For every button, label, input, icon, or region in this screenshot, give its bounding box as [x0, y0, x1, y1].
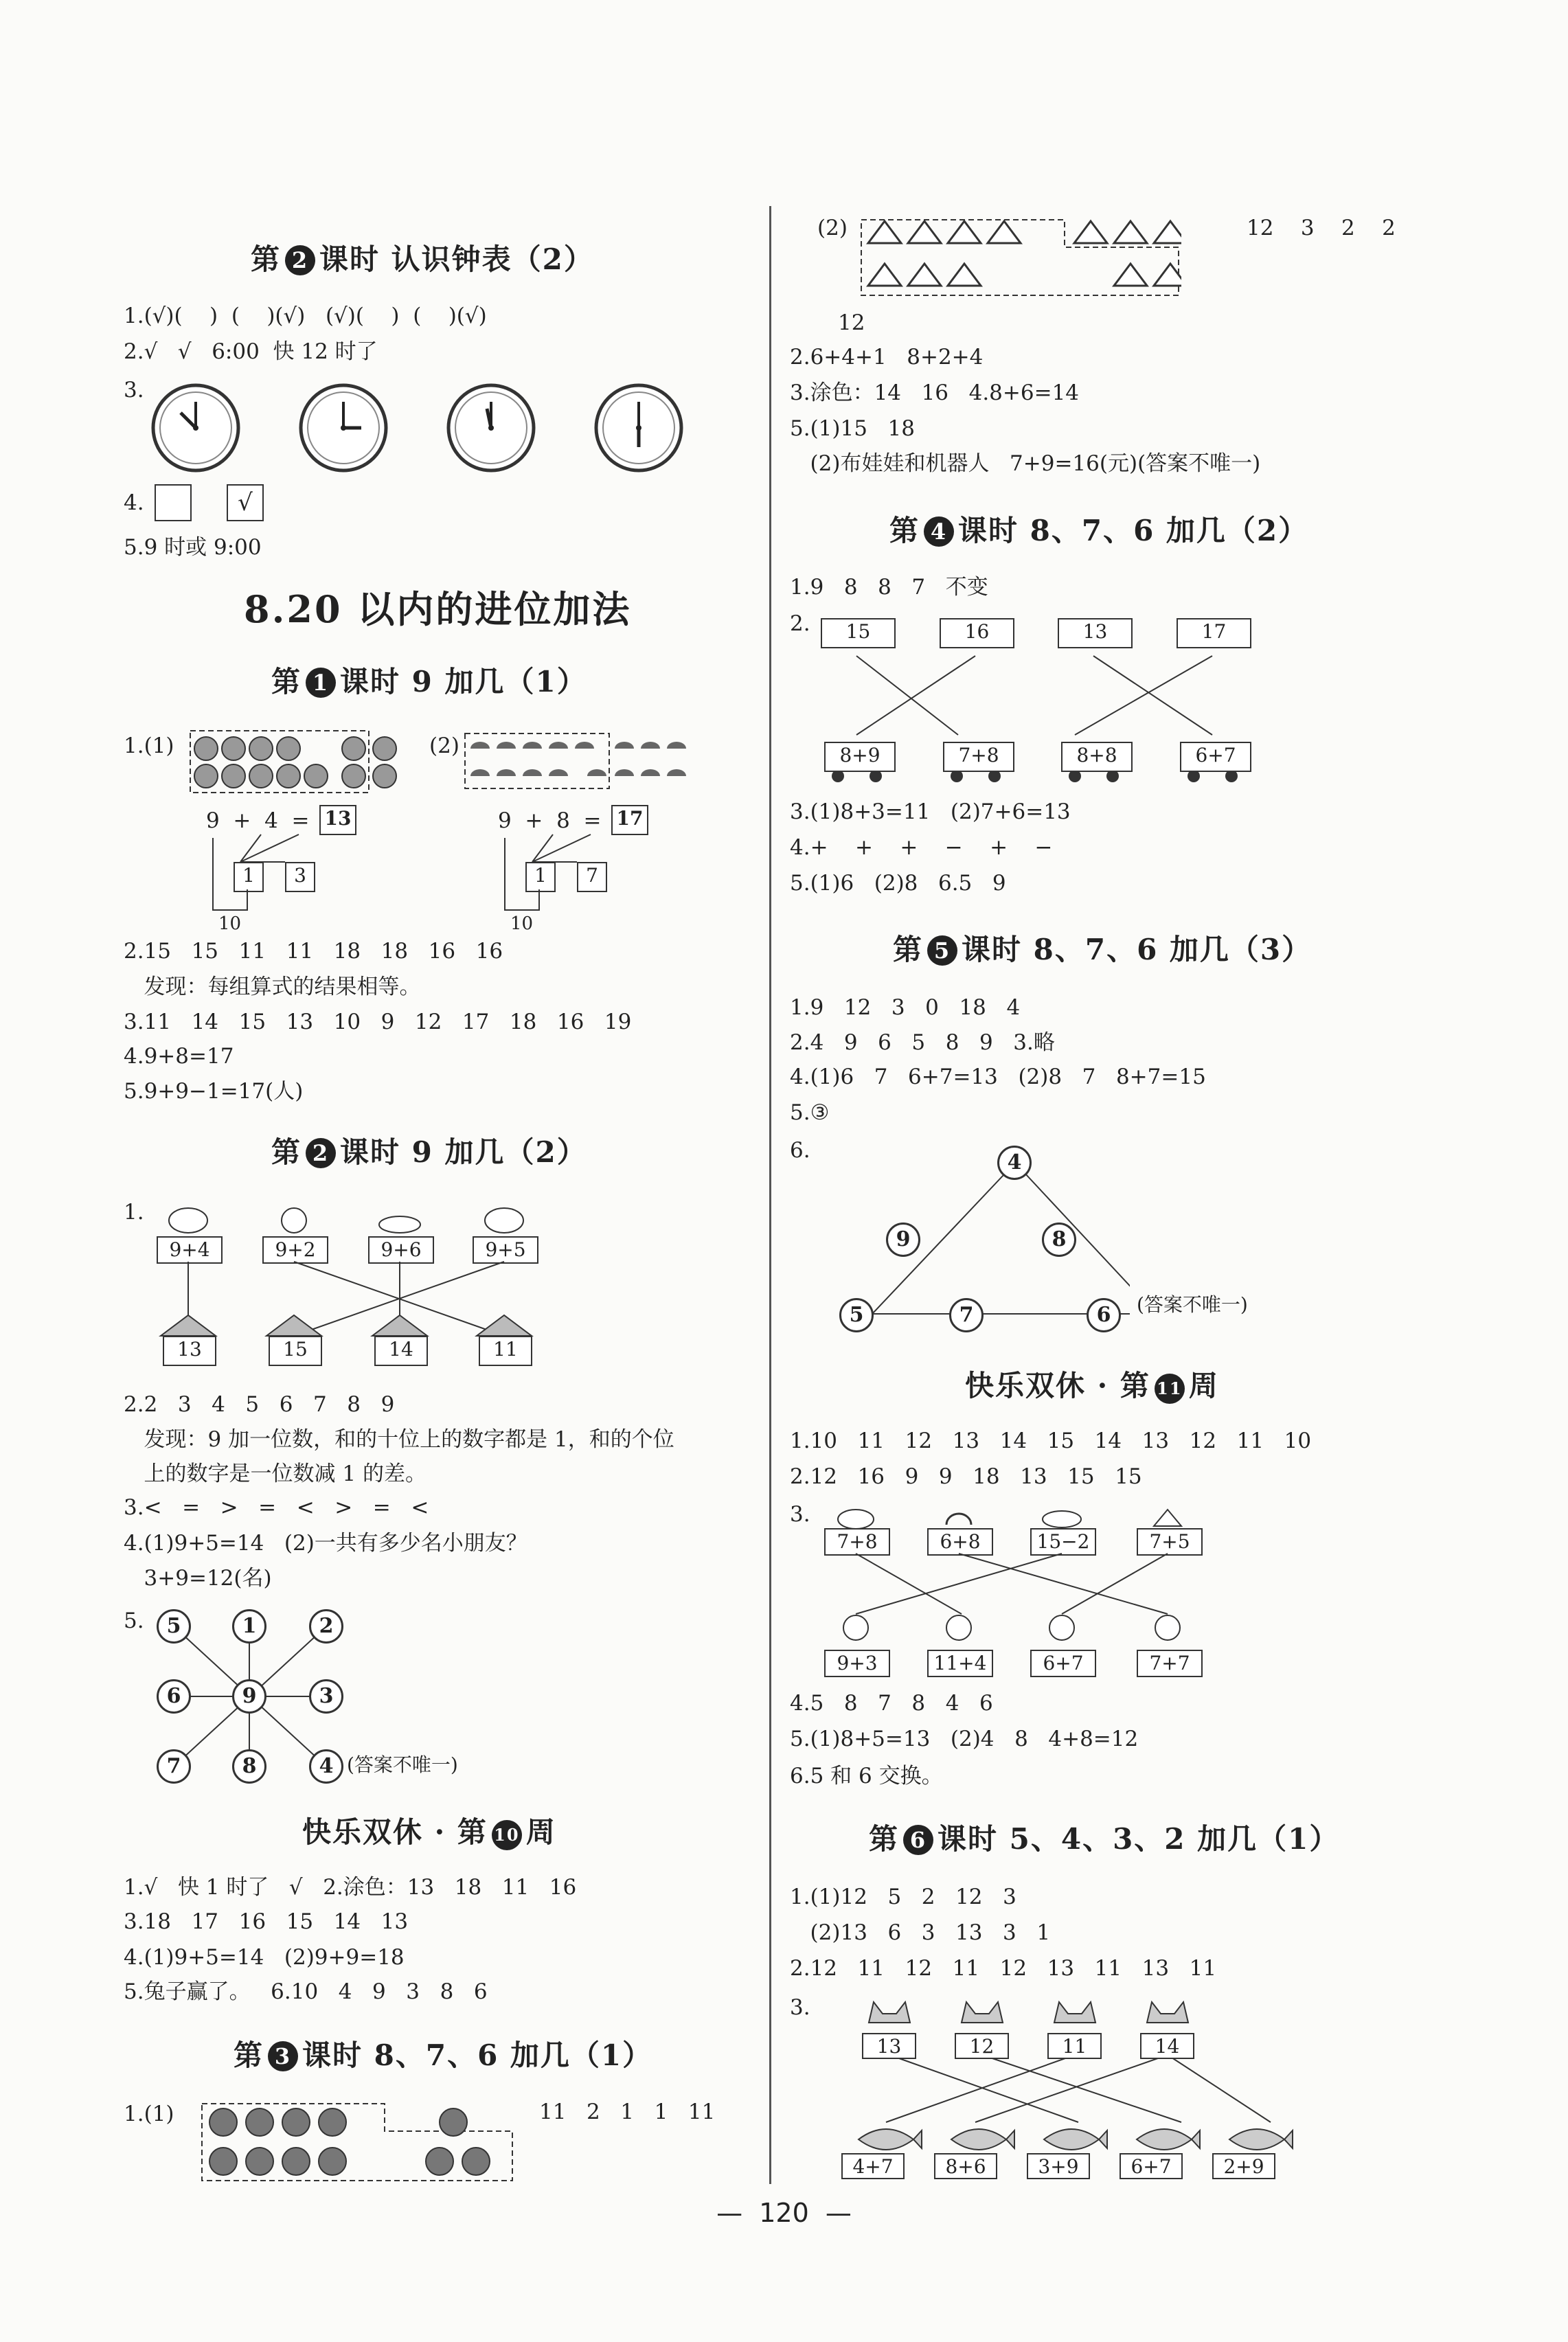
answer-line: 5.③	[790, 1100, 830, 1125]
heading-title: 课时 9 加几（1）	[340, 665, 587, 698]
answer-line: 2.6+4+1 8+2+4	[790, 345, 984, 370]
number-circle: 4	[997, 1146, 1032, 1180]
answer-line: 4.9+8=17	[124, 1044, 234, 1069]
heading-title: 周	[1188, 1369, 1219, 1402]
ten-label: 10	[218, 913, 242, 934]
answer-line: 6.	[790, 1138, 810, 1163]
animal-card: 9+5	[473, 1236, 538, 1264]
answer-line: 发现：9 加一位数，和的十位上的数字都是 1，和的个位	[124, 1427, 674, 1452]
column-divider	[769, 206, 771, 2184]
lesson-number-badge: 6	[903, 1825, 933, 1855]
number-circle: 7	[157, 1749, 191, 1784]
answer-line: 2.√ √ 6:00 快 12 时了	[124, 339, 378, 364]
answer-line: 1.9 12 3 0 18 4	[790, 995, 1021, 1020]
mushroom-picture	[464, 728, 690, 797]
split-box: 1	[525, 862, 556, 892]
matching-lines	[824, 1504, 1209, 1662]
number-circle: 8	[232, 1749, 266, 1784]
clock-icon	[596, 385, 681, 470]
answer-line: 5.	[124, 1608, 144, 1633]
cart-card: 8+8	[1061, 742, 1133, 772]
answer-line: 2.12 11 12 11 12 13 11 13 11	[790, 1956, 1217, 1981]
table-card: 16	[940, 618, 1014, 648]
equation: 9 + 4 =	[206, 808, 310, 833]
number-circle: 5	[157, 1609, 191, 1644]
heading-prefix: 第	[893, 933, 924, 966]
cat-card: 12	[955, 2033, 1009, 2059]
lesson-number-badge: 4	[924, 516, 954, 547]
answer-line: 6.5 和 6 交换。	[790, 1764, 943, 1788]
answer-line: 1.(1)	[124, 734, 174, 758]
animal-card: 9+2	[262, 1236, 328, 1264]
split-lines	[206, 831, 330, 920]
triangle-picture	[859, 214, 1181, 304]
answer-line: 4.(1)9+5=14 (2)9+9=18	[124, 1945, 405, 1970]
note: (答案不唯一)	[347, 1753, 458, 1776]
heading-title: 课时 8、7、6 加几（2）	[958, 514, 1309, 547]
lesson-number-badge: 1	[306, 668, 336, 698]
split-box: 7	[577, 862, 607, 892]
ten-label: 10	[510, 913, 534, 934]
answer-line: (2)	[817, 216, 848, 240]
answer-line: (2)布娃娃和机器人 7+9=16(元)(答案不唯一)	[790, 451, 1261, 476]
answer-numbers: 11 2 1 1 11	[539, 2100, 716, 2124]
note: (答案不唯一)	[1137, 1293, 1248, 1316]
heading-prefix: 快乐双休 · 第	[965, 1369, 1150, 1402]
split-box: 1	[234, 862, 264, 892]
answer-line: 3.< = > = < > = <	[124, 1495, 429, 1520]
answer-line: 1.(1)	[124, 2102, 174, 2126]
answer-line: 1.9 8 8 7 不变	[790, 575, 988, 600]
table-card: 17	[1177, 618, 1251, 648]
answer-line: 2.2 3 4 5 6 7 8 9	[124, 1392, 395, 1417]
cart-card: 7+8	[943, 742, 1014, 772]
house-card: 14	[374, 1336, 428, 1366]
answer-line: 3.	[790, 1502, 810, 1527]
answer-line: 5.兔子赢了。 6.10 4 9 3 8 6	[124, 1979, 488, 2004]
house-card: 15	[269, 1336, 322, 1366]
answer-line: 5.(1)6 (2)8 6.5 9	[790, 871, 1006, 896]
fish-card: 3+9	[1027, 2153, 1090, 2179]
animal-card: 9+6	[368, 1236, 434, 1264]
split-box: 3	[285, 862, 315, 892]
lesson-number-badge: 5	[927, 935, 957, 966]
heading-title: 课时 9 加几（2）	[340, 1135, 587, 1169]
section-heading-9a2	[271, 1130, 587, 1171]
child-card: 11+4	[927, 1650, 993, 1677]
answer-box: √	[227, 484, 264, 521]
answer-line: 3.(1)8+3=11 (2)7+6=13	[790, 799, 1071, 824]
answer-line: 5.(1)15 18	[790, 416, 915, 441]
answer-line: 3.11 14 15 13 10 9 12 17 18 16 19	[124, 1010, 632, 1034]
clock-icon	[448, 385, 534, 470]
heading-title: 课时 8、7、6 加几（3）	[962, 933, 1313, 966]
child-card: 7+7	[1137, 1650, 1203, 1677]
cat-card: 13	[862, 2033, 916, 2059]
answer-line: 1.10 11 12 13 14 15 14 13 12 11 10	[790, 1429, 1312, 1453]
answer-line: (2)	[429, 734, 459, 758]
number-circle: 1	[232, 1609, 266, 1644]
house-card: 13	[163, 1336, 216, 1366]
apple-picture	[199, 2098, 515, 2187]
answer-line: 5.(1)8+5=13 (2)4 8 4+8=12	[790, 1727, 1139, 1751]
answer-line: 3.18 17 16 15 14 13	[124, 1909, 409, 1934]
table-card: 15	[821, 618, 896, 648]
page-number	[0, 2198, 1568, 2228]
answer-line: 上的数字是一位数减 1 的差。	[124, 1462, 427, 1486]
split-lines	[498, 831, 622, 920]
answer-line: 5.9+9−1=17(人)	[124, 1079, 304, 1104]
page-dash-left: —	[716, 2198, 760, 2228]
answer-line: 3.	[124, 378, 144, 402]
heading-title: 课时 5、4、3、2 加几（1）	[938, 1822, 1340, 1856]
section-heading-5432	[869, 1817, 1339, 1858]
clock-icon	[301, 385, 386, 470]
lesson-number-badge: 2	[285, 245, 315, 275]
cat-card: 11	[1047, 2033, 1102, 2059]
hat-card: 7+8	[824, 1528, 890, 1556]
answer-line: 1.	[124, 1200, 144, 1225]
page-dash-right: —	[808, 2198, 852, 2228]
number-circle: 8	[1042, 1223, 1076, 1257]
answer-line: 3.	[790, 1995, 810, 2020]
hat-card: 15−2	[1030, 1528, 1096, 1556]
heading-prefix: 第	[251, 242, 282, 276]
unit-title: 8.20 以内的进位加法	[244, 587, 632, 631]
answer-line: 2.	[790, 611, 810, 636]
answer-line: 2.4 9 6 5 8 9 3.略	[790, 1030, 1055, 1055]
answer-line: 4.(1)9+5=14 (2)一共有多少名小朋友？	[124, 1531, 527, 1556]
cart-card: 8+9	[824, 742, 896, 772]
week-number-badge: 10	[492, 1820, 522, 1850]
answer-numbers: 12	[838, 310, 865, 335]
section-heading-876a1	[234, 2033, 652, 2074]
number-circle: 6	[1087, 1298, 1121, 1332]
cart-card: 6+7	[1180, 742, 1251, 772]
heading-prefix: 第	[869, 1822, 900, 1856]
heading-title: 课时 8、7、6 加几（1）	[302, 2038, 653, 2072]
section-heading-9a1	[271, 659, 587, 701]
equation: 9 + 8 =	[498, 808, 602, 833]
section-heading-876a3	[893, 927, 1312, 968]
page-number-text: 120	[759, 2198, 809, 2228]
table-card: 13	[1058, 618, 1133, 648]
number-circle: 9	[886, 1223, 920, 1257]
fish-card: 6+7	[1120, 2153, 1183, 2179]
section-heading-week10	[302, 1810, 556, 1851]
answer-line: 3+9=12(名)	[124, 1566, 272, 1591]
number-circle: 2	[309, 1609, 343, 1644]
answer-line: 4.5 8 7 8 4 6	[790, 1691, 993, 1716]
answer-line: 4.(1)6 7 6+7=13 (2)8 7 8+7=15	[790, 1065, 1206, 1089]
week-number-badge: 11	[1155, 1374, 1185, 1404]
heading-prefix: 第	[234, 2038, 264, 2072]
section-heading-week11	[965, 1363, 1219, 1405]
fish-card: 2+9	[1212, 2153, 1275, 2179]
answer-box: 13	[319, 805, 356, 835]
number-circle: 3	[309, 1679, 343, 1714]
child-card: 6+7	[1030, 1650, 1096, 1677]
house-card: 11	[479, 1336, 532, 1366]
animal-card: 9+4	[157, 1236, 223, 1264]
answer-line: 4.+ + + − + −	[790, 835, 1053, 860]
child-card: 9+3	[824, 1650, 890, 1677]
number-circle: 6	[157, 1679, 191, 1714]
answer-line: 1.√ 快 1 时了 √ 2.涂色：13 18 11 16	[124, 1875, 577, 1900]
answer-line: 2.15 15 11 11 18 18 16 16	[124, 939, 503, 964]
answer-line: 发现：每组算式的结果相等。	[124, 975, 421, 999]
answer-line: (2)13 6 3 13 3 1	[790, 1920, 1051, 1945]
answer-box	[155, 484, 192, 521]
peach-picture	[189, 728, 409, 797]
answer-line: 3.涂色：14 16 4.8+6=14	[790, 380, 1080, 405]
heading-prefix: 快乐双休 · 第	[302, 1815, 488, 1849]
lesson-number-badge: 2	[306, 1138, 336, 1168]
heading-prefix: 第	[271, 665, 302, 698]
clock-icon	[153, 385, 238, 470]
fish-card: 4+7	[841, 2153, 905, 2179]
section-heading-clock2	[251, 237, 594, 278]
cat-card: 14	[1140, 2033, 1194, 2059]
clock-faces	[144, 381, 694, 477]
heading-title: 课时 认识钟表（2）	[319, 242, 594, 276]
answer-line: 1.(1)12 5 2 12 3	[790, 1885, 1016, 1909]
answer-line: 1.(√)( ) ( )(√) (√)( ) ( )(√)	[124, 304, 487, 328]
fish-card: 8+6	[934, 2153, 997, 2179]
answer-line: 5.9 时或 9:00	[124, 535, 262, 560]
hat-card: 7+5	[1137, 1528, 1203, 1556]
answer-line: 4.	[124, 490, 144, 515]
heading-prefix: 第	[889, 514, 920, 547]
number-circle: 9	[232, 1679, 266, 1714]
answer-box: 17	[611, 805, 648, 835]
heading-title: 周	[525, 1815, 556, 1849]
answer-line: 2.12 16 9 9 18 13 15 15	[790, 1464, 1142, 1489]
number-circle: 5	[839, 1298, 874, 1332]
answer-numbers: 12 3 2 2	[1247, 216, 1396, 240]
lesson-number-badge: 3	[268, 2041, 298, 2071]
heading-prefix: 第	[271, 1135, 302, 1169]
triangle-lines	[841, 1144, 1130, 1329]
hat-card: 6+8	[927, 1528, 993, 1556]
number-circle: 7	[949, 1298, 984, 1332]
number-circle: 4	[309, 1749, 343, 1784]
section-heading-876a2	[889, 508, 1308, 549]
